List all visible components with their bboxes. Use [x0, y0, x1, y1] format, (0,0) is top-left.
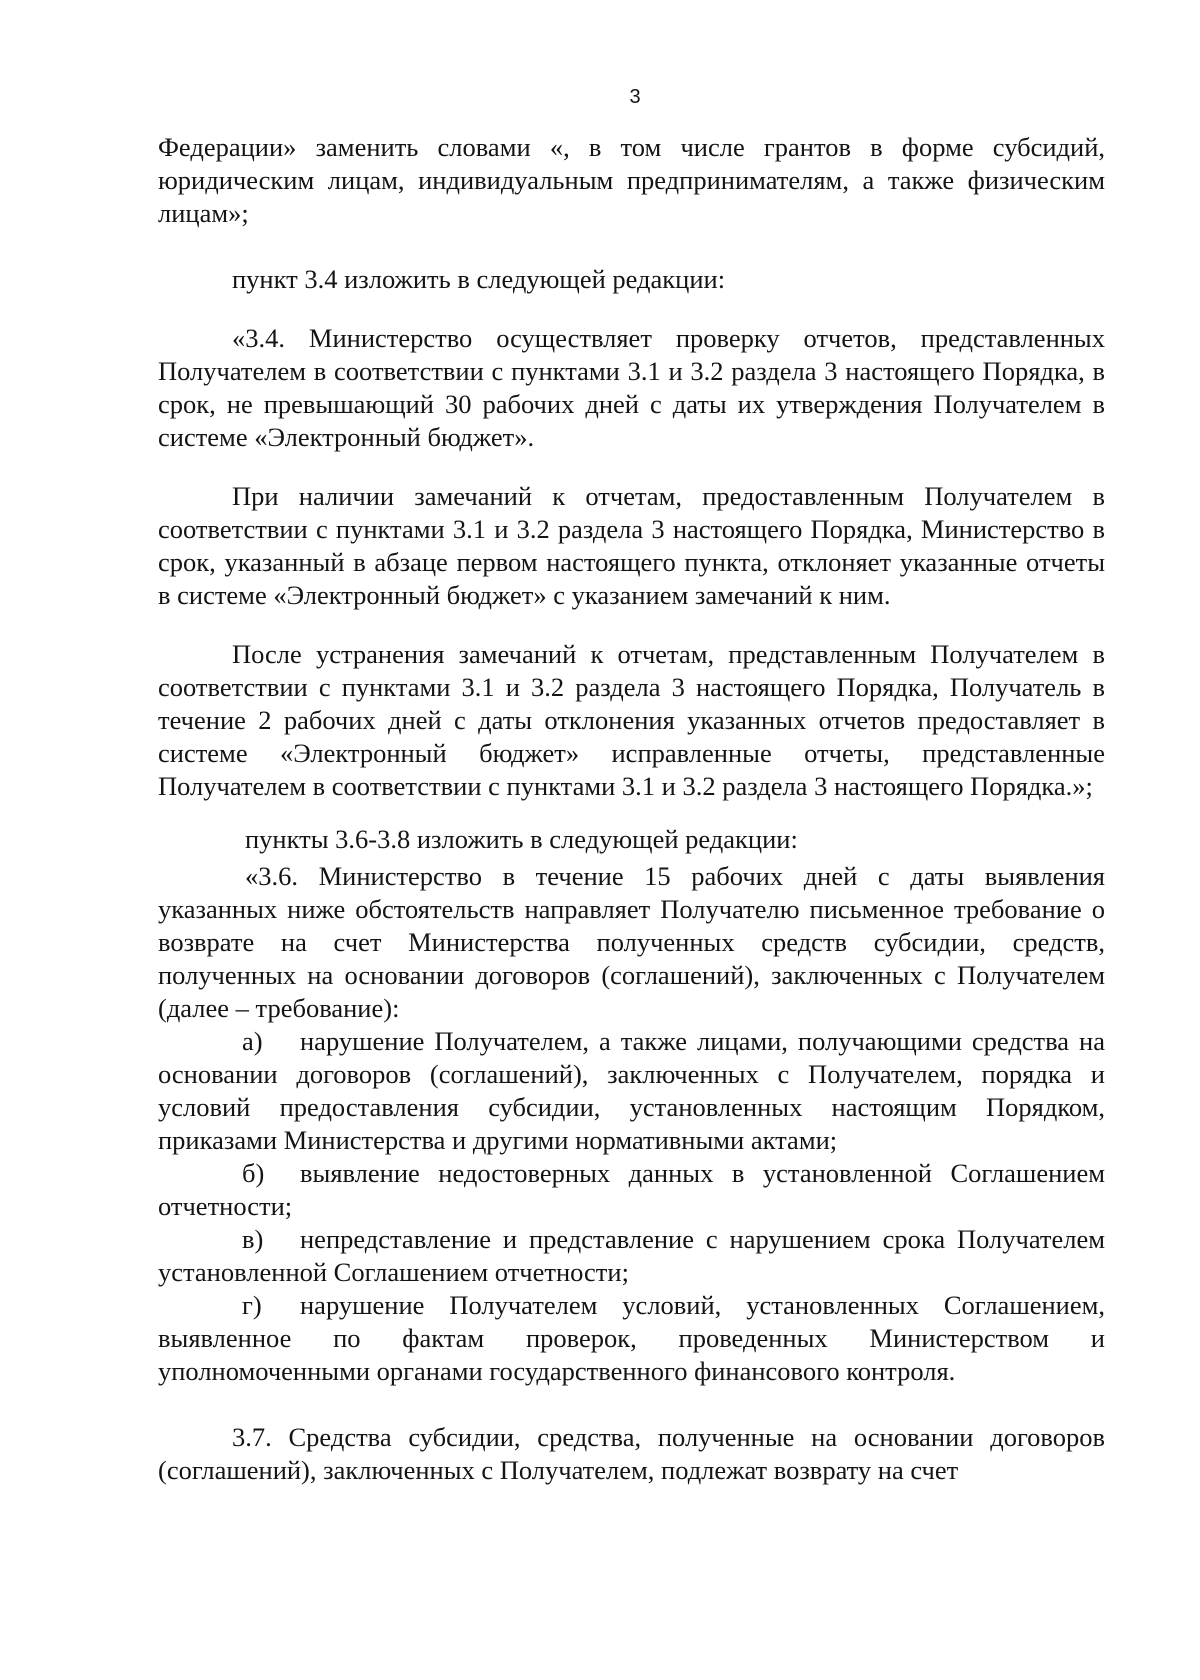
document-body: [158, 131, 1105, 1487]
paragraph-point-3-4-intro: пункт 3.4 изложить в следующей редакции:: [232, 264, 726, 294]
list-item-v: [158, 1223, 1105, 1289]
paragraph-after-remarks: После устранения замечаний к отчетам, представленным Получателем в соответствии с пунктами 3.1 и 3.2 раздела 3 настоящего Порядка, Получатель в течение 2 рабочих дней с даты отклонения указанных отчетов предоставляет в системе «Электронный бюджет» исправленные отчеты, представленные Получателем в соответствии с пунктами 3.1 и 3.2 раздела 3 настоящего Порядка.»;: [158, 639, 1105, 801]
list-marker: б): [242, 1158, 265, 1188]
paragraph-point-3-6: «3.6. Министерство в течение 15 рабочих дней с даты выявления указанных ниже обстоятельств направляет Получателю письменное требование о возврате на счет Министерства полученных средств субсидии, средств, полученных на основании договоров (соглашений), заключенных с Получателем (далее – требование):: [158, 861, 1105, 1023]
list-item-text: непредставление и представление с нарушением срока Получателем установленной Соглашением отчетности;: [158, 1224, 1105, 1287]
list-item-b: [158, 1157, 1105, 1223]
list-marker: а): [242, 1026, 263, 1056]
list-item-g: [158, 1289, 1105, 1388]
paragraph-replace-words: Федерации» заменить словами «, в том числе грантов в форме субсидий, юридическим лицам, индивидуальным предпринимателям, а также физическим лицам»;: [158, 132, 1105, 228]
page-number: 3: [629, 86, 641, 108]
list-item-text: выявление недостоверных данных в установленной Соглашением отчетности;: [158, 1158, 1105, 1221]
paragraph-point-3-4: «3.4. Министерство осуществляет проверку отчетов, представленных Получателем в соответствии с пунктами 3.1 и 3.2 раздела 3 настоящего Порядка, в срок, не превышающий 30 рабочих дней с даты их утверждения Получателем в системе «Электронный бюджет».: [158, 323, 1105, 452]
paragraph-point-3-7: 3.7. Средства субсидии, средства, полученные на основании договоров (соглашений), заключенных с Получателем, подлежат возврату на счет: [158, 1422, 1105, 1485]
list-marker: г): [242, 1290, 262, 1320]
list-item-text: нарушение Получателем условий, установленных Соглашением, выявленное по фактам проверок, проведенных Министерством и уполномоченными органами государственного финансового контроля.: [158, 1290, 1105, 1386]
paragraph-remarks: При наличии замечаний к отчетам, предоставленным Получателем в соответствии с пунктами 3.1 и 3.2 раздела 3 настоящего Порядка, Министерство в срок, указанный в абзаце первом настоящего пункта, отклоняет указанные отчеты в системе «Электронный бюджет» с указанием замечаний к ним.: [158, 481, 1105, 610]
list-marker: в): [242, 1224, 264, 1254]
list-item-text: нарушение Получателем, а также лицами, получающими средства на основании договоров (соглашений), заключенных с Получателем, порядка и условий предоставления субсидии, установленных настоящим Порядком, приказами Министерства и другими нормативными актами;: [158, 1026, 1105, 1155]
list-item-a: [158, 1025, 1105, 1157]
paragraph-points-3-6-3-8-intro: пункты 3.6-3.8 изложить в следующей редакции:: [245, 824, 798, 854]
